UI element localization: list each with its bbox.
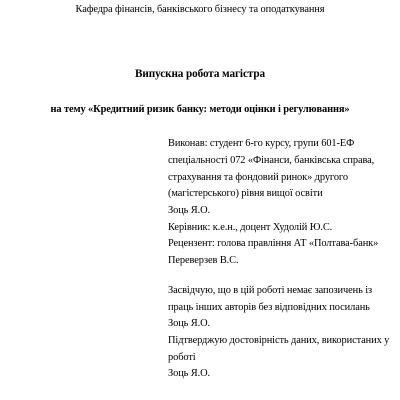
work-topic: на тему «Кредитний ризик банку: методи оцінки і регулювання»: [50, 104, 350, 115]
author-line-1: Виконав: студент 6-го курсу, групи 601-ЕФ: [168, 138, 355, 149]
reviewer-name: Переверзев В.С.: [168, 255, 239, 266]
declaration-line-2: праць інших авторів без відповідних посилань: [168, 302, 370, 313]
supervisor-line: Керівник: к.е.н., доцент Худолій Ю.С.: [168, 222, 333, 233]
reviewer-line: Рецензент: голова правління АТ «Полтава-банк»: [168, 238, 379, 249]
author-line-2: спеціальності 072 «Фінанси, банківська справа,: [168, 155, 375, 166]
author-name: Зоць Я.О.: [168, 205, 211, 216]
declaration-signature-1: Зоць Я.О.: [168, 318, 211, 329]
declaration-signature-2: Зоць Я.О.: [168, 368, 211, 379]
declaration-line-1: Засвідчую, що в цій роботі немає запозичень із: [168, 285, 373, 296]
author-line-3: страхування та фондовий ринок» другого: [168, 172, 348, 183]
author-line-4: (магістерського) рівня вищої освіти: [168, 188, 323, 199]
department-name: Кафедра фінансів, банківського бізнесу та оподаткування: [75, 4, 325, 15]
confirmation-line-1: Підтверджую достовірність даних, використаних у: [168, 335, 390, 346]
confirmation-line-2: роботі: [168, 352, 196, 363]
work-title: Випускна робота магістра: [135, 68, 265, 80]
